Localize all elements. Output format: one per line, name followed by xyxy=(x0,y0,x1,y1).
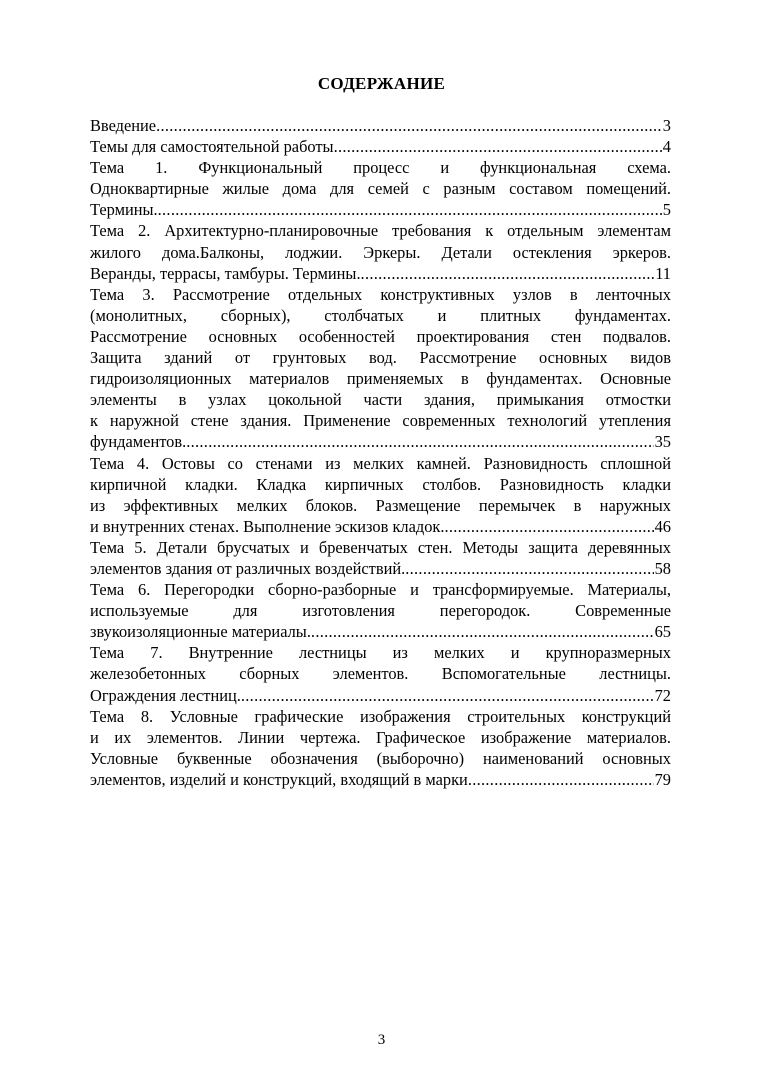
toc-entry-line: элементы в узлах цокольной части здания, примыкания отмостки xyxy=(90,390,671,410)
toc-dot-leader xyxy=(444,516,653,537)
toc-page-number: 79 xyxy=(654,769,671,789)
toc-entry-text: фундаментов. xyxy=(90,432,187,452)
toc-dot-leader xyxy=(158,199,662,220)
toc-entry-line: кирпичной кладки. Кладка кирпичных столбов. Разновидность кладки xyxy=(90,474,671,494)
toc-entry-line: Тема 3. Рассмотрение отдельных конструктивных узлов в ленточных xyxy=(90,284,671,304)
toc-entry-last-line xyxy=(90,431,671,452)
toc-entry-line: Защита зданий от грунтовых вод. Рассмотрение основных видов xyxy=(90,348,671,368)
toc-entry-text: Темы для самостоятельной работы xyxy=(90,137,334,157)
toc-entry-topic-7[interactable] xyxy=(90,642,671,705)
toc-entry-last-line xyxy=(90,516,671,537)
toc-entry-topic-6[interactable] xyxy=(90,579,671,642)
toc-dot-leader xyxy=(241,685,654,706)
toc-entry-body xyxy=(90,157,671,199)
toc-entry-last-line xyxy=(90,136,671,157)
toc-entry-line: жилого дома.Балконы, лоджии. Эркеры. Детали остекления эркеров. xyxy=(90,242,671,262)
toc-entry-body xyxy=(90,579,671,621)
toc-entry-line: из эффективных мелких блоков. Размещение перемычек в наружных xyxy=(90,495,671,515)
toc-entry-body xyxy=(90,284,671,432)
toc-entry-line: Тема 6. Перегородки сборно-разборные и трансформируемые. Материалы, xyxy=(90,580,671,600)
toc-entry-text: Веранды, террасы, тамбуры. Термины. xyxy=(90,263,361,283)
table-of-contents xyxy=(90,115,671,790)
toc-entry-intro[interactable] xyxy=(90,115,671,136)
toc-entry-line: Тема 1. Функциональный процесс и функциональная схема. xyxy=(90,158,671,178)
toc-dot-leader xyxy=(361,263,655,284)
toc-entry-topic-3[interactable] xyxy=(90,284,671,453)
toc-dot-leader xyxy=(156,115,662,136)
toc-entry-text: Введение xyxy=(90,116,157,135)
toc-entry-topic-2[interactable] xyxy=(90,220,671,283)
toc-entry-last-line xyxy=(90,769,671,790)
toc-entry-text: Термины. xyxy=(90,200,158,220)
toc-entry-last-line xyxy=(90,115,671,136)
toc-page-number: 35 xyxy=(654,432,671,452)
toc-entry-self-study[interactable] xyxy=(90,136,671,157)
toc-page-number: 4 xyxy=(662,137,671,157)
toc-entry-line: Условные буквенные обозначения (выборочно) наименований основных xyxy=(90,748,671,768)
toc-entry-line: Тема 7. Внутренние лестницы из мелких и крупноразмерных xyxy=(90,643,671,663)
toc-entry-topic-8[interactable] xyxy=(90,706,671,790)
toc-entry-text: звукоизоляционные материалы. xyxy=(90,622,311,642)
toc-entry-last-line xyxy=(90,685,671,706)
toc-entry-text: Ограждения лестниц. xyxy=(90,685,241,705)
toc-page-number: 46 xyxy=(654,516,671,536)
toc-entry-line: и их элементов. Линии чертежа. Графическое изображение материалов. xyxy=(90,727,671,747)
toc-entry-line: Рассмотрение основных особенностей проектирования стен подвалов. xyxy=(90,326,671,346)
toc-entry-text: элементов, изделий и конструкций, входящий в марки xyxy=(90,769,468,789)
toc-entry-body xyxy=(90,706,671,769)
toc-entry-line: Тема 2. Архитектурно-планировочные требования к отдельным элементам xyxy=(90,221,671,241)
toc-dot-leader xyxy=(186,431,653,452)
toc-entry-line: Тема 5. Детали брусчатых и бревенчатых стен. Методы защита деревянных xyxy=(90,537,671,557)
toc-entry-text: элементов здания от различных воздействий. xyxy=(90,558,406,578)
toc-entry-line: гидроизоляционных материалов применяемых в фундаментах. Основные xyxy=(90,369,671,389)
toc-entry-body xyxy=(90,537,671,558)
toc-dot-leader xyxy=(334,136,662,157)
toc-entry-text: и внутренних стенах. Выполнение эскизов кладок. xyxy=(90,516,445,536)
toc-page-number: 72 xyxy=(654,685,671,705)
toc-entry-line: к наружной стене здания. Применение современных технологий утепления xyxy=(90,411,671,431)
toc-entry-topic-1[interactable] xyxy=(90,157,671,220)
toc-entry-line: (монолитных, сборных), столбчатых и плитных фундаментах. xyxy=(90,305,671,325)
toc-entry-line: Одноквартирные жилые дома для семей с разным составом помещений. xyxy=(90,179,671,199)
toc-entry-last-line xyxy=(90,558,671,579)
toc-entry-body xyxy=(90,453,671,516)
toc-dot-leader xyxy=(405,558,653,579)
toc-entry-last-line xyxy=(90,621,671,642)
page-title: СОДЕРЖАНИЕ xyxy=(317,74,446,93)
toc-entry-body xyxy=(90,642,671,684)
toc-page-number: 3 xyxy=(662,116,671,135)
toc-page-number: 5 xyxy=(662,200,671,220)
toc-page-number: 11 xyxy=(655,263,671,283)
toc-entry-line: Тема 8. Условные графические изображения строительных конструкций xyxy=(90,706,671,726)
toc-dot-leader xyxy=(311,621,654,642)
toc-dot-leader xyxy=(468,769,654,790)
page-number-footer: 3 xyxy=(377,1032,386,1048)
toc-entry-body xyxy=(90,220,671,262)
toc-entry-line: железобетонных сборных элементов. Вспомогательные лестницы. xyxy=(90,664,671,684)
toc-page-number: 58 xyxy=(654,558,671,578)
toc-page-number: 65 xyxy=(654,622,671,642)
toc-entry-last-line xyxy=(90,263,671,284)
toc-entry-last-line xyxy=(90,199,671,220)
toc-entry-topic-4[interactable] xyxy=(90,453,671,537)
toc-entry-line: используемые для изготовления перегородок. Современные xyxy=(90,601,671,621)
toc-entry-topic-5[interactable] xyxy=(90,537,671,579)
toc-entry-line: Тема 4. Остовы со стенами из мелких камней. Разновидность сплошной xyxy=(90,453,671,473)
